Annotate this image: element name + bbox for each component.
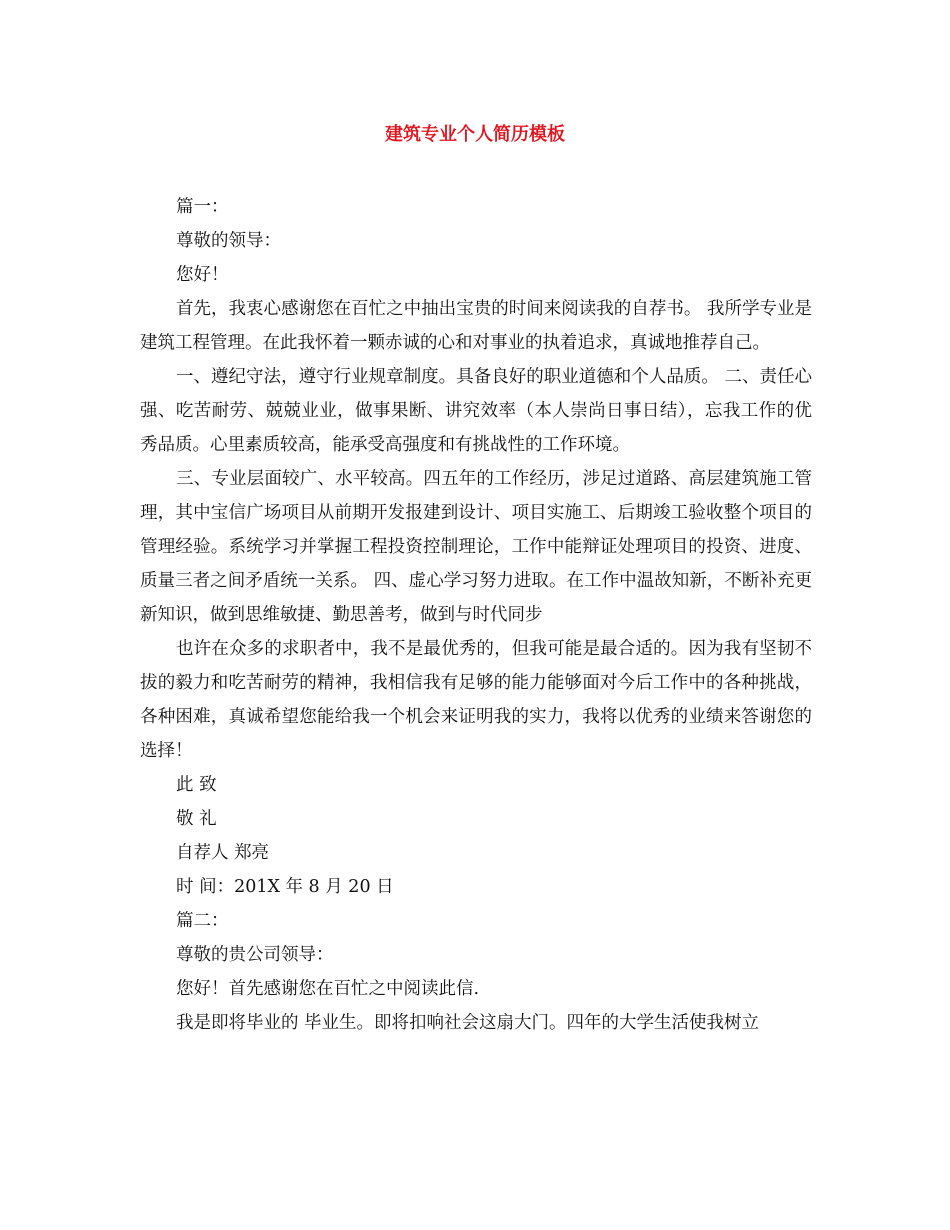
part1-paragraph-1: 首先，我衷心感谢您在百忙之中抽出宝贵的时间来阅读我的自荐书。 我所学专业是建筑工程管理。在此我怀着一颗赤诚的心和对事业的执着追求，真诚地推荐自己。 (140, 299, 812, 353)
part2-paragraph-1: 我是即将毕业的 毕业生。即将扣响社会这扇大门。四年的大学生活使我树立 (176, 1013, 760, 1033)
part1-salutation: 尊敬的领导： (176, 231, 281, 251)
part1-closing-2: 敬 礼 (176, 809, 217, 829)
document-title: 建筑专业个人简历模板 (385, 124, 565, 145)
part1-paragraph-2: 一、遵纪守法，遵守行业规章制度。具备良好的职业道德和个人品质。 二、责任心强、吃苦耐劳、兢兢业业，做事果断、讲究效率（本人崇尚日事日结），忘我工作的优秀品质。心里素质较高，能承受高强度和有挑战性的工作环境。 (140, 367, 812, 455)
part2-heading: 篇二： (176, 911, 229, 931)
part1-greeting: 您好！ (176, 265, 229, 285)
part1-signature: 自荐人 郑亮 (176, 843, 270, 863)
part2-greeting: 您好！首先感谢您在百忙之中阅读此信. (176, 979, 480, 999)
part1-date: 时 间：201X 年 8 月 20 日 (176, 877, 394, 897)
part1-paragraph-3: 三、专业层面较广、水平较高。四五年的工作经历，涉足过道路、高层建筑施工管理，其中宝信广场项目从前期开发报建到设计、项目实施工、后期竣工验收整个项目的管理经验。系统学习并掌握工程投资控制理论，工作中能辩证处理项目的投资、进度、质量三者之间矛盾统一关系。 四、虚心学习努力进取。在工作中温故知新，不断补充更新知识，做到思维敏捷、勤思善考，做到与时代同步 (140, 469, 812, 625)
part1-heading: 篇一： (176, 197, 229, 217)
document-body (140, 190, 812, 1040)
part1-closing-1: 此 致 (176, 775, 217, 795)
part1-paragraph-4: 也许在众多的求职者中，我不是最优秀的，但我可能是最合适的。因为我有坚韧不拔的毅力和吃苦耐劳的精神，我相信我有足够的能力能够面对今后工作中的各种挑战，各种困难，真诚希望您能给我一个机会来证明我的实力，我将以优秀的业绩来答谢您的选择！ (140, 639, 812, 761)
part2-salutation: 尊敬的贵公司领导： (176, 945, 334, 965)
